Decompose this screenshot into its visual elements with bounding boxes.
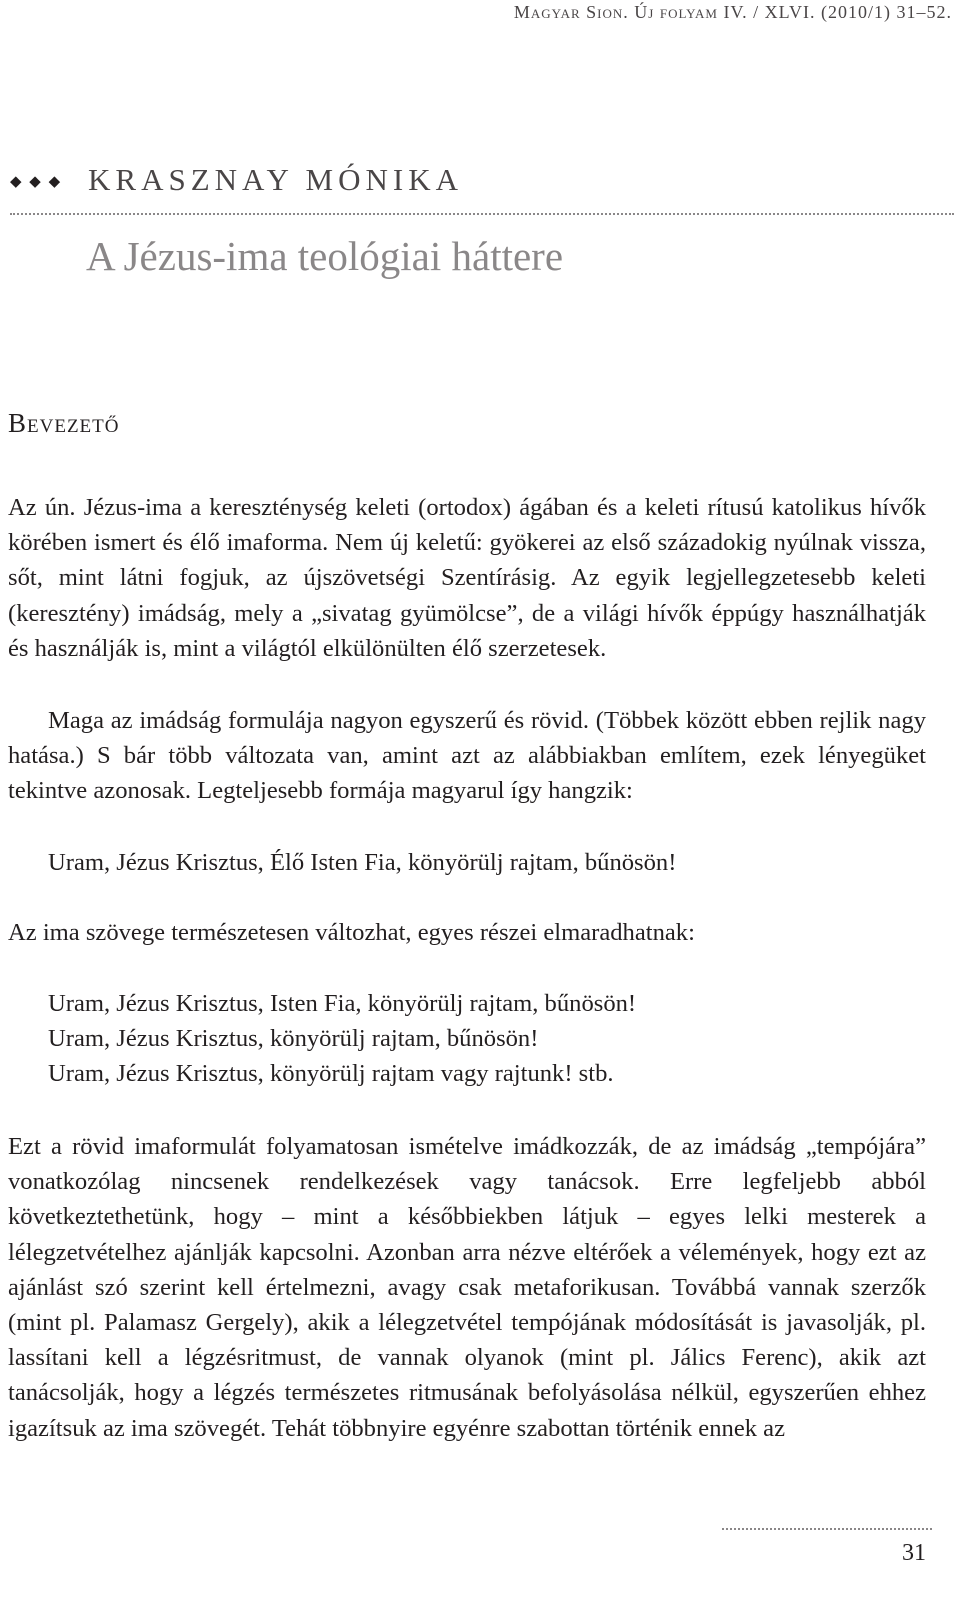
prayer-variant-3: Uram, Jézus Krisztus, könyörülj rajtam vagy rajtunk! stb.: [48, 1060, 614, 1087]
author-name: KRASZNAY MÓNIKA: [88, 162, 463, 197]
diamond-ornament-icon: ◆ ◆ ◆: [10, 174, 63, 190]
prayer-full-form: Uram, Jézus Krisztus, Élő Isten Fia, könyörülj rajtam, bűnösön!: [48, 849, 677, 876]
section-heading: Bevezető: [8, 408, 120, 438]
page-number: 31: [902, 1540, 926, 1566]
dotted-divider-top: [10, 213, 954, 215]
author-row: [10, 162, 950, 202]
body-paragraph-4: Ezt a rövid imaformulát folyamatosan ismételve imádkozzák, de az imádság „tempójára” vonatkozólag nincsenek rendelkezések vagy tanácsok. Erre legfeljebb abból következtethetünk, hogy – mint a későbbiekben látjuk – egyes lelki mesterek a lélegzetvételhez ajánlják kapcsolni. Azonban arra nézve eltérőek a vélemények, hogy ezt az ajánlást szó szerint kell értelmezni, avagy csak metaforikusan. Továbbá vannak szerzők (mint pl. Palamasz Gergely), akik a lélegzetvétel tempójának módosítását is javasolják, pl. lassítani kell a légzésritmust, de vannak olyanok (mint pl. Jálics Ferenc), akik azt tanácsolják, hogy a légzés természetes ritmusának befolyásolása nélkül, egyszerűen ehhez igazítsuk az ima szövegét. Tehát többnyire egyénre szabottan történik ennek az: [8, 1133, 926, 1442]
running-head: Magyar Sion. Új folyam IV. / XLVI. (2010/1) 31–52.: [513, 2, 952, 22]
prayer-variant-2: Uram, Jézus Krisztus, könyörülj rajtam, bűnösön!: [48, 1025, 539, 1052]
body-paragraph-1: Az ún. Jézus-ima a kereszténység keleti (ortodox) ágában és a keleti rítusú katolikus hívők körében ismert és élő imaforma. Nem új keletű: gyökerei az első századokig nyúlnak vissza, sőt, mint látni fogjuk, az újszövetségi Szentírásig. Az egyik legjellegzetesebb keleti (keresztény) imádság, mely a „sivatag gyümölcse”, de a világi hívők éppúgy használhatják és használják is, mint a világtól elkülönülten élő szerzetesek.: [8, 494, 926, 662]
article-title: A Jézus-ima teológiai háttere: [86, 233, 564, 279]
body-paragraph-3: Az ima szövege természetesen változhat, egyes részei elmaradhatnak:: [8, 919, 695, 946]
prayer-variant-1: Uram, Jézus Krisztus, Isten Fia, könyörülj rajtam, bűnösön!: [48, 990, 637, 1017]
body-paragraph-2: Maga az imádság formulája nagyon egyszerű és rövid. (Többek között ebben rejlik nagy hatása.) S bár több változata van, amint azt az alábbiakban említem, ezek lényegüket tekintve azonosak. Legteljesebb formája magyarul így hangzik:: [8, 707, 926, 805]
dotted-divider-bottom: [722, 1528, 932, 1530]
